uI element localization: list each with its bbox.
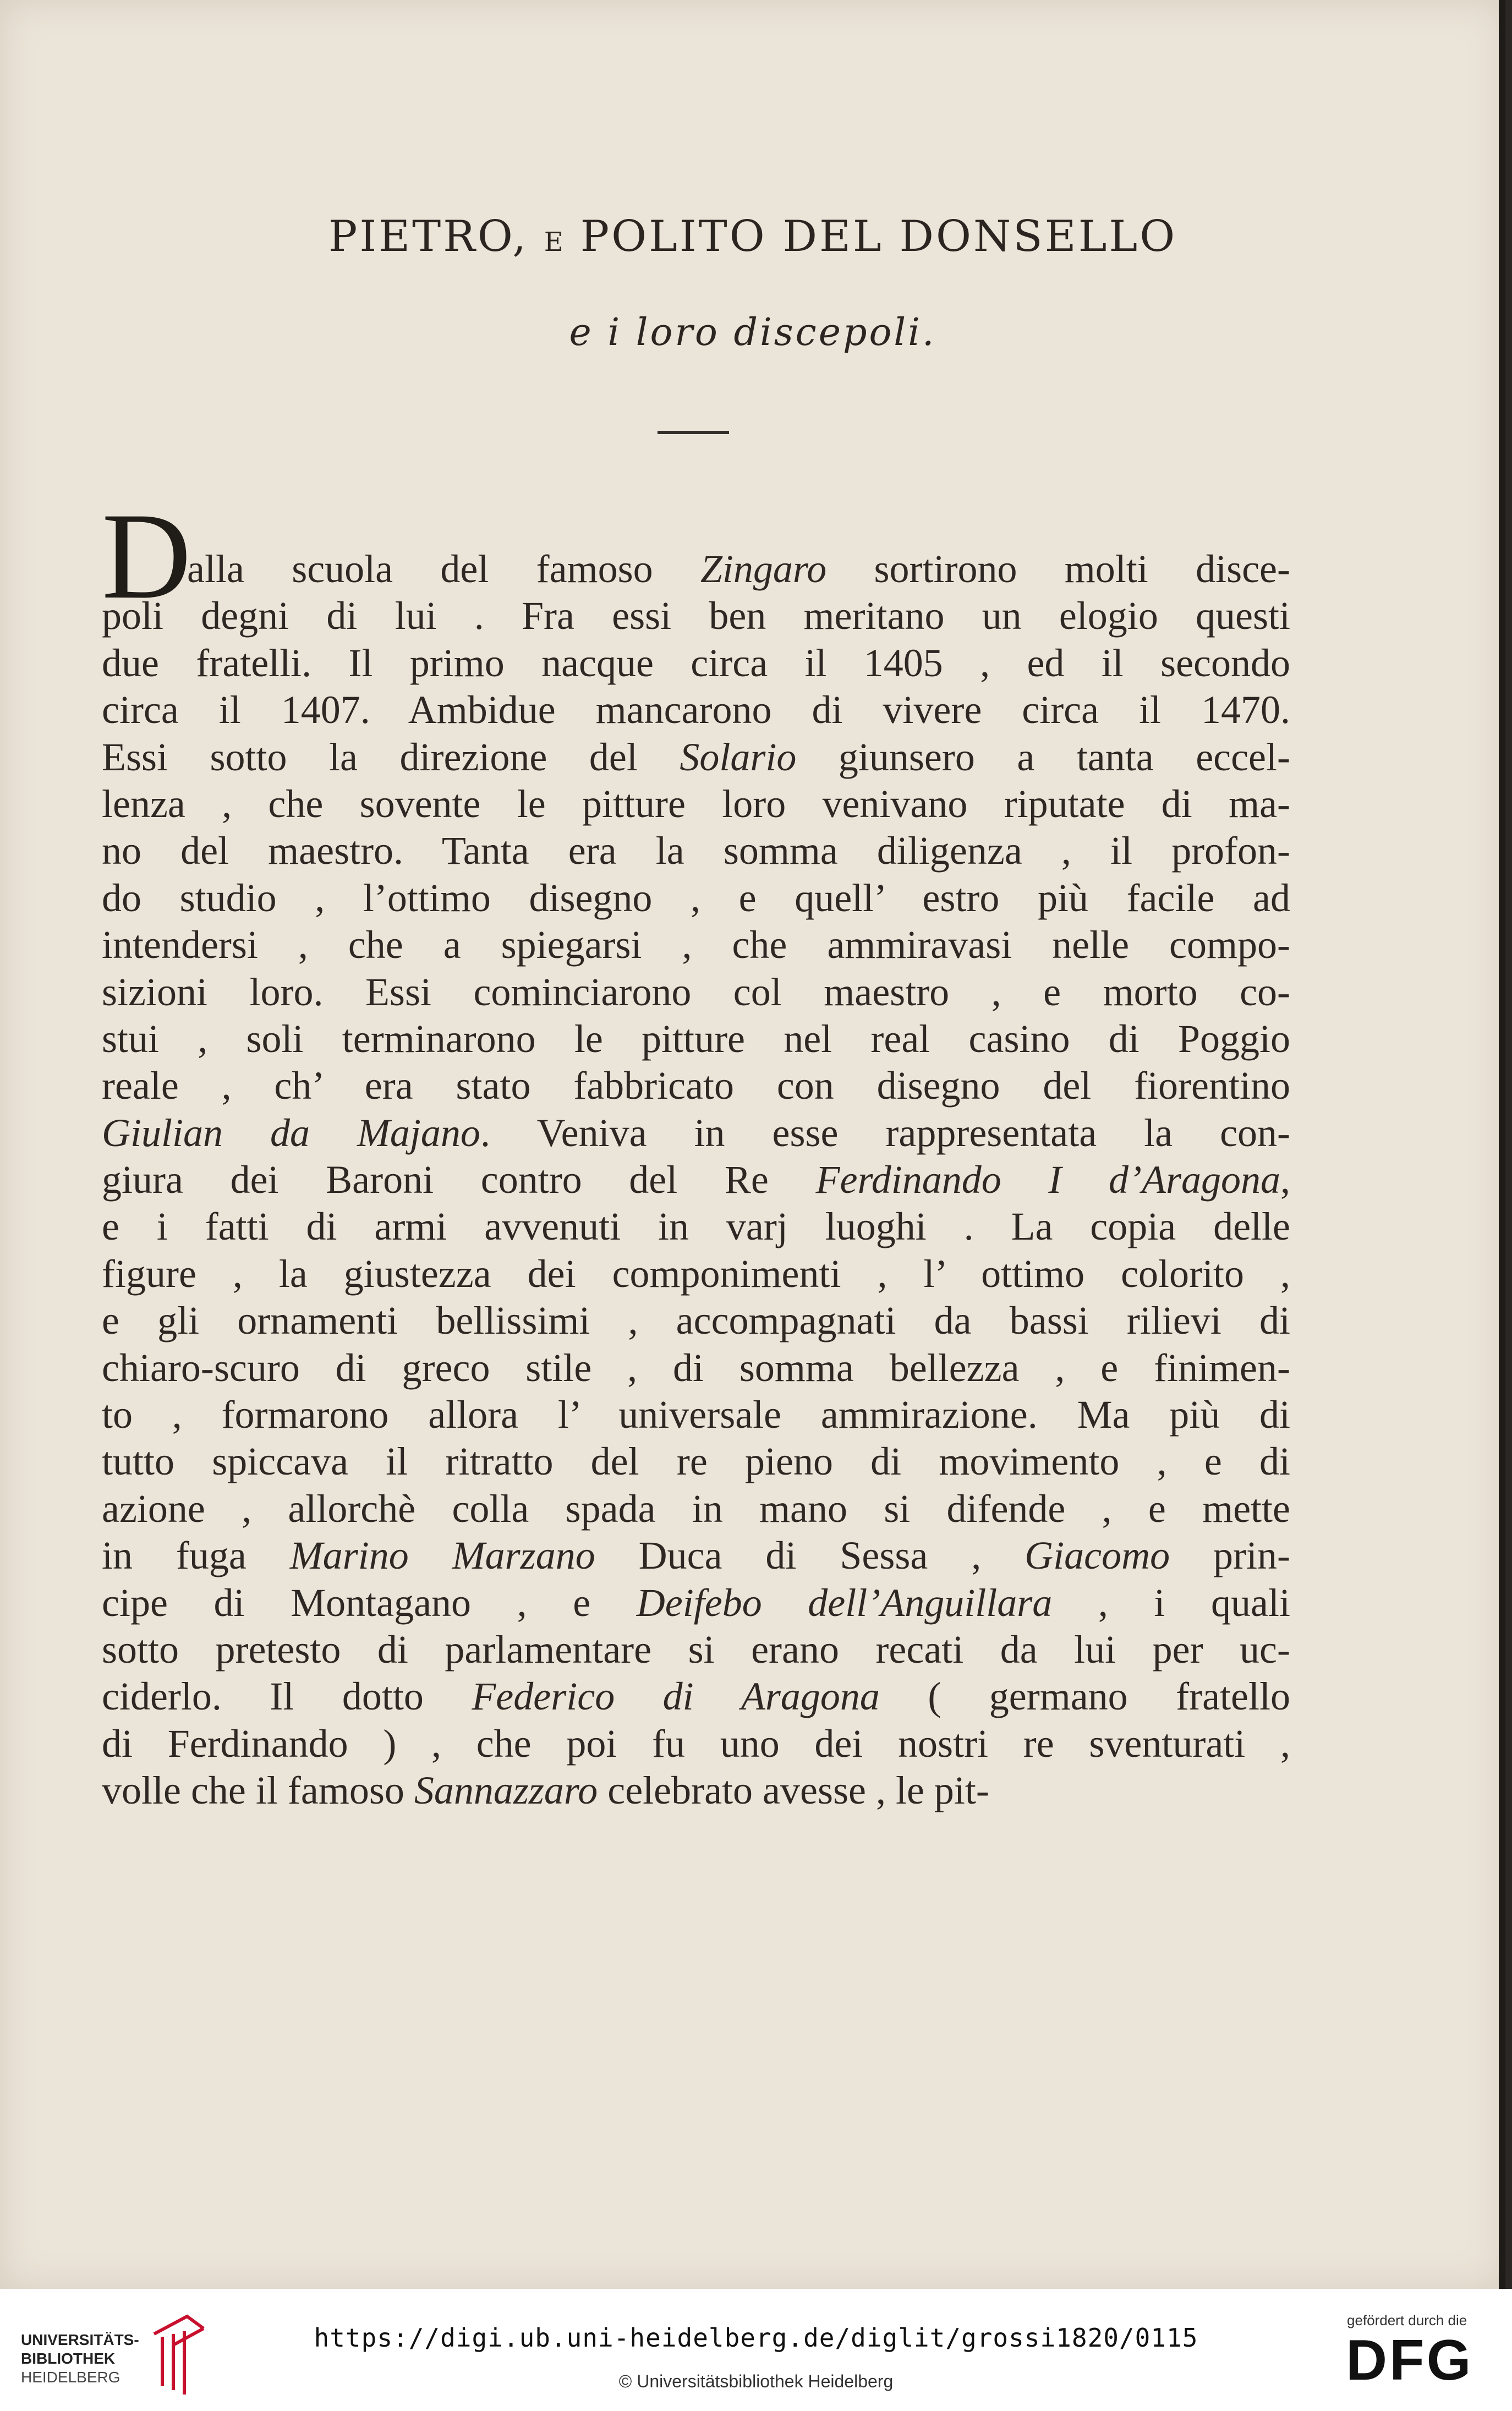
text-line: giura dei Baroni contro del Re Ferdinando I d’Aragona,	[102, 1158, 1290, 1202]
text-line: circa il 1407. Ambidue mancarono di vivere circa il 1470.	[102, 688, 1290, 732]
text-line: sotto pretesto di parlamentare si erano recati da lui per uc-	[102, 1627, 1290, 1672]
italic-name: Solario	[680, 735, 797, 779]
dfg-logo[interactable]: DFG	[1346, 2328, 1473, 2392]
body-text	[102, 546, 1290, 1815]
text-line: di Ferdinando ) , che poi fu uno dei nostri re sventurati ,	[102, 1721, 1290, 1766]
chapter-title: PIETRO, E POLITO DEL DONSELLO	[328, 212, 1177, 261]
funding-caption: gefördert durch die	[1347, 2312, 1467, 2328]
text-line: azione , allorchè colla spada in mano si difende , e mette	[102, 1486, 1290, 1531]
text-line: do studio , l’ottimo disegno , e quell’ estro più facile ad	[102, 875, 1290, 920]
text-line: in fuga Marino Marzano Duca di Sessa , Giacomo prin-	[102, 1533, 1290, 1578]
title-divider	[658, 431, 729, 434]
viewer-footer	[0, 2289, 1512, 2411]
italic-name: Giulian da Majano	[102, 1110, 480, 1155]
text-line: Giulian da Majano. Veniva in esse rappresentata la con-	[102, 1110, 1290, 1155]
italic-name: Federico di Aragona	[472, 1674, 880, 1719]
text-line: volle che il famoso Sannazzaro celebrato avesse , le pit-	[102, 1768, 989, 1813]
text-line: no del maestro. Tanta era la somma diligenza , il profon-	[102, 829, 1290, 873]
text-line: to , formarono allora l’ universale ammirazione. Ma più di	[102, 1393, 1290, 1437]
text-line: alla scuola del famoso Zingaro sortirono molti disce-	[187, 547, 1290, 591]
text-line: ciderlo. Il dotto Federico di Aragona ( germano fratello	[102, 1674, 1291, 1719]
text-line: tutto spiccava il ritratto del re pieno di movimento , e di	[102, 1439, 1290, 1484]
drop-capital: D	[102, 487, 191, 624]
text-line: Essi sotto la direzione del Solario giunsero a tanta eccel-	[102, 735, 1290, 779]
text-line: e gli ornamenti bellissimi , accompagnati da bassi rilievi di	[102, 1298, 1290, 1343]
italic-name: Ferdinando I d’Aragona	[815, 1158, 1280, 1202]
text-line: stui , soli terminarono le pitture nel real casino di Poggio	[102, 1016, 1290, 1061]
text-line: lenza , che sovente le pitture loro venivano riputate di ma-	[102, 781, 1290, 826]
text-line: intendersi , che a spiegarsi , che ammiravasi nelle compo-	[102, 923, 1290, 967]
library-logo[interactable]: UNIVERSITÄTS- BIBLIOTHEK HEIDELBERG	[21, 2331, 139, 2386]
text-line: due fratelli. Il primo nacque circa il 1405 , ed il secondo	[102, 640, 1290, 685]
text-line: poli degni di lui . Fra essi ben meritano un elogio questi	[102, 594, 1290, 638]
italic-name: Marino Marzano	[289, 1533, 595, 1578]
text-line: sizioni loro. Essi cominciarono col maestro , e morto co-	[102, 969, 1290, 1014]
permalink-url[interactable]: https://digi.ub.uni-heidelberg.de/diglit/grossi1820/0115	[314, 2323, 1198, 2353]
italic-name: Sannazzaro	[414, 1768, 598, 1813]
text-line: cipe di Montagano , e Deifebo dell’Anguillara , i quali	[102, 1580, 1290, 1625]
text-line: reale , ch’ era stato fabbricato con disegno del fiorentino	[102, 1064, 1290, 1108]
text-line: chiaro-scuro di greco stile , di somma bellezza , e finimen-	[102, 1345, 1290, 1390]
text-line: e i fatti di armi avvenuti in varj luoghi . La copia delle	[102, 1204, 1290, 1249]
italic-name: Zingaro	[700, 547, 827, 591]
copyright-notice: © Universitätsbibliothek Heidelberg	[618, 2371, 894, 2391]
italic-name: Giacomo	[1025, 1533, 1170, 1578]
text-line: figure , la giustezza dei componimenti , l’ ottimo colorito ,	[102, 1251, 1290, 1296]
italic-name: Deifebo dell’Anguillara	[636, 1580, 1053, 1625]
page-edge	[1499, 0, 1505, 2289]
chapter-subtitle: e i loro discepoli.	[569, 311, 936, 354]
